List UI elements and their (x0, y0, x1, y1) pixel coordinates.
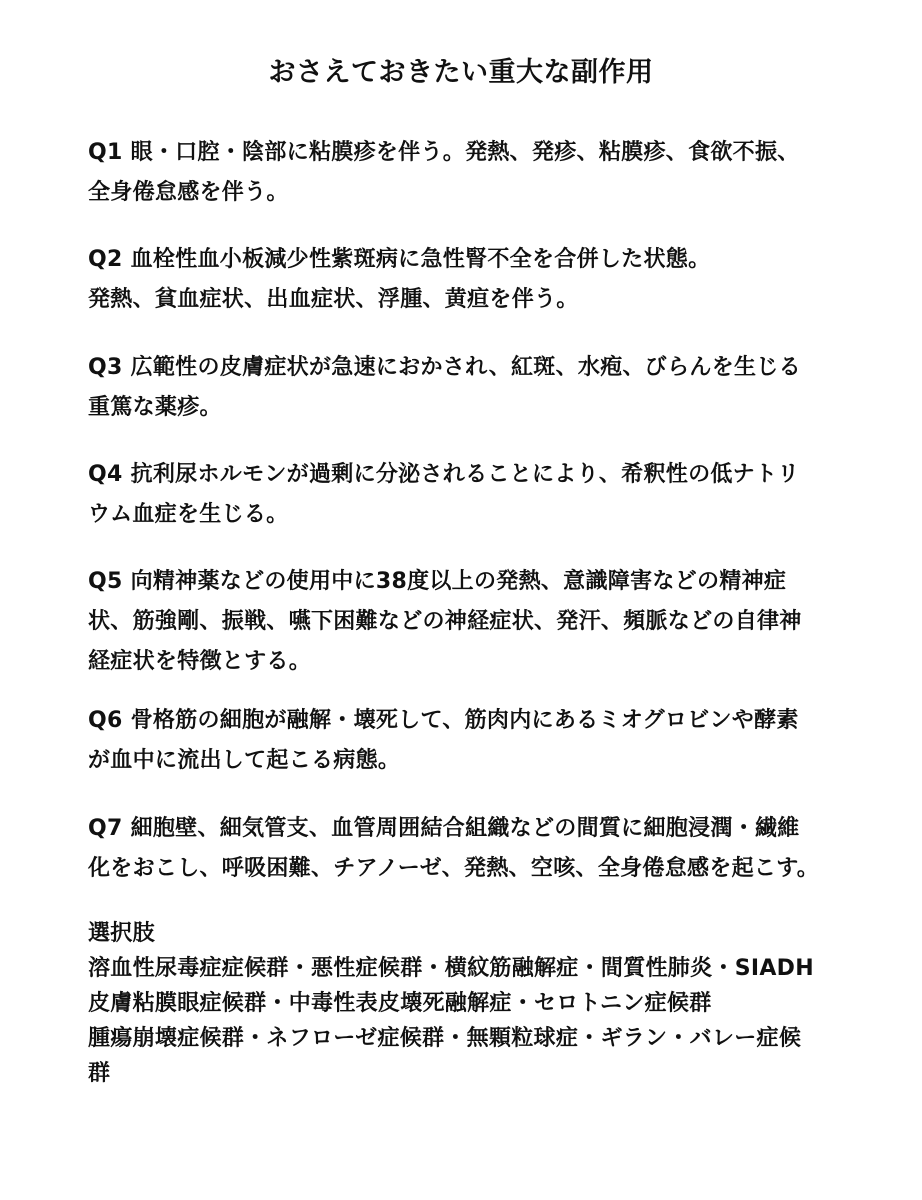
page-title: おさえておきたい重大な副作用 (268, 57, 654, 88)
question-2-line-2: 発熱、貧血症状、出血症状、浮腫、黄疸を伴う。 (88, 287, 579, 312)
question-3-line-2: 重篤な薬疹。 (88, 395, 222, 420)
question-4-line-2: ウム血症を生じる。 (88, 502, 289, 527)
question-1-line-2: 全身倦怠感を伴う。 (88, 180, 289, 205)
question-2 (88, 240, 868, 320)
question-1-line-1: Q1 眼・口腔・陰部に粘膜疹を伴う。発熱、発疹、粘膜疹、食欲不振、 (88, 140, 800, 165)
question-7 (88, 809, 868, 889)
choices-line-4: 群 (88, 1061, 111, 1086)
choices-line-3: 腫瘍崩壊症候群・ネフローゼ症候群・無顆粒球症・ギラン・バレー症候 (88, 1026, 802, 1051)
question-6-line-1: Q6 骨格筋の細胞が融解・壊死して、筋肉内にあるミオグロビンや酵素 (88, 708, 799, 733)
question-2-line-1: Q2 血栓性血小板減少性紫斑病に急性腎不全を合併した状態。 (88, 247, 711, 272)
choices-section (88, 916, 868, 1091)
question-5-line-1: Q5 向精神薬などの使用中に38度以上の発熱、意識障害などの精神症 (88, 569, 787, 594)
question-6-line-2: が血中に流出して起こる病態。 (88, 748, 401, 773)
question-5 (88, 562, 868, 682)
choices-line-1: 溶血性尿毒症症候群・悪性症候群・横紋筋融解症・間質性肺炎・SIADH (88, 956, 814, 981)
question-5-line-3: 経症状を特徴とする。 (88, 649, 312, 674)
question-6 (88, 701, 868, 781)
question-3-line-1: Q3 広範性の皮膚症状が急速におかされ、紅斑、水疱、びらんを生じる (88, 355, 801, 380)
question-5-line-2: 状、筋強剛、振戦、嚥下困難などの神経症状、発汗、頻脈などの自律神 (88, 609, 802, 634)
choices-heading: 選択肢 (88, 921, 155, 946)
question-1 (88, 133, 868, 213)
question-3 (88, 348, 868, 428)
question-7-line-1: Q7 細胞壁、細気管支、血管周囲結合組織などの間質に細胞浸潤・繊維 (88, 816, 800, 841)
question-7-line-2: 化をおこし、呼吸困難、チアノーゼ、発熱、空咳、全身倦怠感を起こす。 (88, 856, 820, 881)
question-4-line-1: Q4 抗利尿ホルモンが過剰に分泌されることにより、希釈性の低ナトリ (88, 462, 800, 487)
question-4 (88, 455, 868, 535)
choices-line-2: 皮膚粘膜眼症候群・中毒性表皮壊死融解症・セロトニン症候群 (88, 991, 712, 1016)
